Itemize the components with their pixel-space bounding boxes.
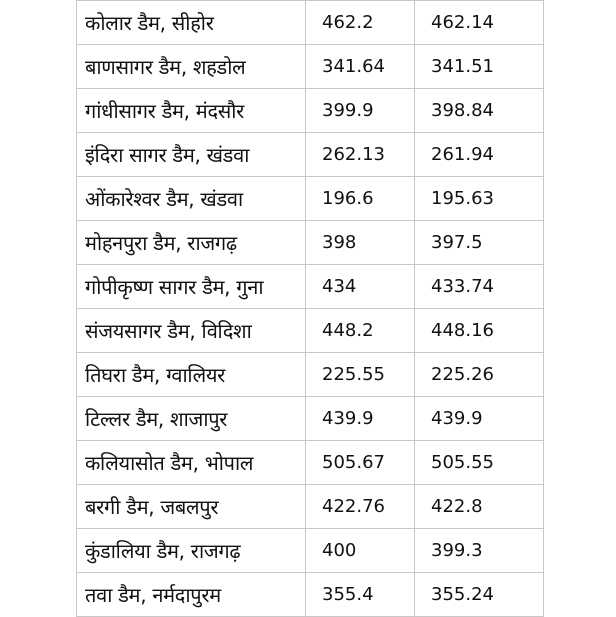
value-cell-1: 398 bbox=[306, 221, 415, 265]
value-cell-1: 462.2 bbox=[306, 1, 415, 45]
table-row bbox=[77, 529, 544, 573]
table-row bbox=[77, 89, 544, 133]
table-row bbox=[77, 441, 544, 485]
value-cell-2: 398.84 bbox=[415, 89, 544, 133]
value-cell-2: 462.14 bbox=[415, 1, 544, 45]
dam-water-level-table bbox=[76, 0, 544, 617]
value-cell-1: 341.64 bbox=[306, 45, 415, 89]
value-cell-2: 397.5 bbox=[415, 221, 544, 265]
table-row bbox=[77, 221, 544, 265]
table-row bbox=[77, 397, 544, 441]
value-cell-2: 505.55 bbox=[415, 441, 544, 485]
value-cell-2: 225.26 bbox=[415, 353, 544, 397]
dam-name-cell: कलियासोत डैम, भोपाल bbox=[77, 441, 306, 485]
value-cell-1: 439.9 bbox=[306, 397, 415, 441]
value-cell-2: 195.63 bbox=[415, 177, 544, 221]
table-row bbox=[77, 353, 544, 397]
value-cell-1: 225.55 bbox=[306, 353, 415, 397]
value-cell-1: 434 bbox=[306, 265, 415, 309]
dam-name-cell: गोपीकृष्ण सागर डैम, गुना bbox=[77, 265, 306, 309]
table-row bbox=[77, 309, 544, 353]
dam-name-cell: बाणसागर डैम, शहडोल bbox=[77, 45, 306, 89]
table-row bbox=[77, 45, 544, 89]
table-row bbox=[77, 485, 544, 529]
dam-name-cell: तिघरा डैम, ग्वालियर bbox=[77, 353, 306, 397]
value-cell-1: 399.9 bbox=[306, 89, 415, 133]
dam-name-cell: कुंडालिया डैम, राजगढ़ bbox=[77, 529, 306, 573]
table-row bbox=[77, 1, 544, 45]
value-cell-1: 262.13 bbox=[306, 133, 415, 177]
value-cell-1: 355.4 bbox=[306, 573, 415, 617]
dam-name-cell: इंदिरा सागर डैम, खंडवा bbox=[77, 133, 306, 177]
dam-name-cell: ओंकारेश्वर डैम, खंडवा bbox=[77, 177, 306, 221]
value-cell-1: 448.2 bbox=[306, 309, 415, 353]
value-cell-2: 433.74 bbox=[415, 265, 544, 309]
dam-name-cell: टिल्लर डैम, शाजापुर bbox=[77, 397, 306, 441]
value-cell-2: 399.3 bbox=[415, 529, 544, 573]
table-row bbox=[77, 265, 544, 309]
dam-name-cell: गांधीसागर डैम, मंदसौर bbox=[77, 89, 306, 133]
dam-name-cell: संजयसागर डैम, विदिशा bbox=[77, 309, 306, 353]
value-cell-1: 422.76 bbox=[306, 485, 415, 529]
value-cell-1: 400 bbox=[306, 529, 415, 573]
dam-name-cell: कोलार डैम, सीहोर bbox=[77, 1, 306, 45]
value-cell-2: 448.16 bbox=[415, 309, 544, 353]
table-row bbox=[77, 133, 544, 177]
value-cell-2: 341.51 bbox=[415, 45, 544, 89]
value-cell-1: 196.6 bbox=[306, 177, 415, 221]
dam-name-cell: तवा डैम, नर्मदापुरम bbox=[77, 573, 306, 617]
value-cell-2: 261.94 bbox=[415, 133, 544, 177]
value-cell-2: 422.8 bbox=[415, 485, 544, 529]
value-cell-2: 439.9 bbox=[415, 397, 544, 441]
dam-name-cell: बरगी डैम, जबलपुर bbox=[77, 485, 306, 529]
table-row bbox=[77, 573, 544, 617]
table-row bbox=[77, 177, 544, 221]
value-cell-1: 505.67 bbox=[306, 441, 415, 485]
value-cell-2: 355.24 bbox=[415, 573, 544, 617]
dam-name-cell: मोहनपुरा डैम, राजगढ़ bbox=[77, 221, 306, 265]
